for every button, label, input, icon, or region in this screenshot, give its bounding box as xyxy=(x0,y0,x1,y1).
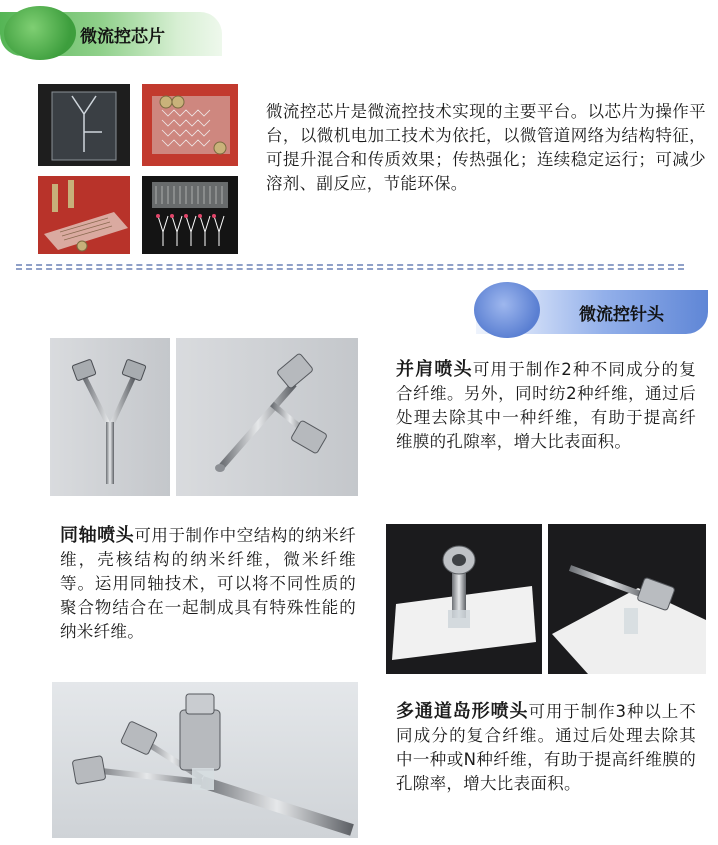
section-title-text: 微流控针头 xyxy=(579,304,664,325)
side-by-side-nozzle-photo-1 xyxy=(50,338,170,496)
chip-description: 微流控芯片是微流控技术实现的主要平台。以芯片为操作平台，以微机电加工技术为依托，以微管道网络为结构特征，可提升混合和传质效果；传热强化；连续稳定运行；可减少溶剂、副反应，节能环保。 xyxy=(266,102,706,193)
section-divider xyxy=(16,264,684,270)
side-by-side-nozzle-photo-2 xyxy=(176,338,358,496)
coaxial-nozzle-photo-1 xyxy=(386,524,542,674)
multi-channel-island-nozzle-name: 多通道岛形喷头 xyxy=(396,701,529,722)
multi-channel-island-nozzle-desc: 可用于制作3种以上不同成分的复合纤维。通过后处理去除其中一种或N种纤维，有助于提高纤维膜的孔隙率，增大比表面积。 xyxy=(396,702,696,793)
side-by-side-nozzle-name: 并肩喷头 xyxy=(396,359,473,380)
chip-photo-1 xyxy=(38,84,130,166)
section-title-microfluidic-needle xyxy=(476,290,708,334)
chip-photo-3 xyxy=(38,176,130,254)
section-title-microfluidic-chip xyxy=(0,12,222,56)
section-title-text: 微流控芯片 xyxy=(80,26,165,47)
chip-photo-4 xyxy=(142,176,238,254)
side-by-side-nozzle-desc: 可用于制作2种不同成分的复合纤维。另外，同时纺2种纤维，通过后处理去除其中一种纤维，有助于提高纤维膜的孔隙率，增大比表面积。 xyxy=(396,360,697,451)
coaxial-nozzle-text xyxy=(60,524,356,644)
multi-channel-island-nozzle-photo xyxy=(52,682,358,838)
chip-photo-2 xyxy=(142,84,238,166)
coaxial-nozzle-desc: 可用于制作中空结构的纳米纤维，壳核结构的纳米纤维，微米纤维等。运用同轴技术，可以将不同性质的聚合物结合在一起制成具有特殊性能的纳米纤维。 xyxy=(60,526,357,641)
coaxial-nozzle-photo-2 xyxy=(548,524,706,674)
multi-channel-island-nozzle-text xyxy=(396,700,696,796)
coaxial-nozzle-name: 同轴喷头 xyxy=(60,525,135,546)
side-by-side-nozzle-text xyxy=(396,358,696,454)
